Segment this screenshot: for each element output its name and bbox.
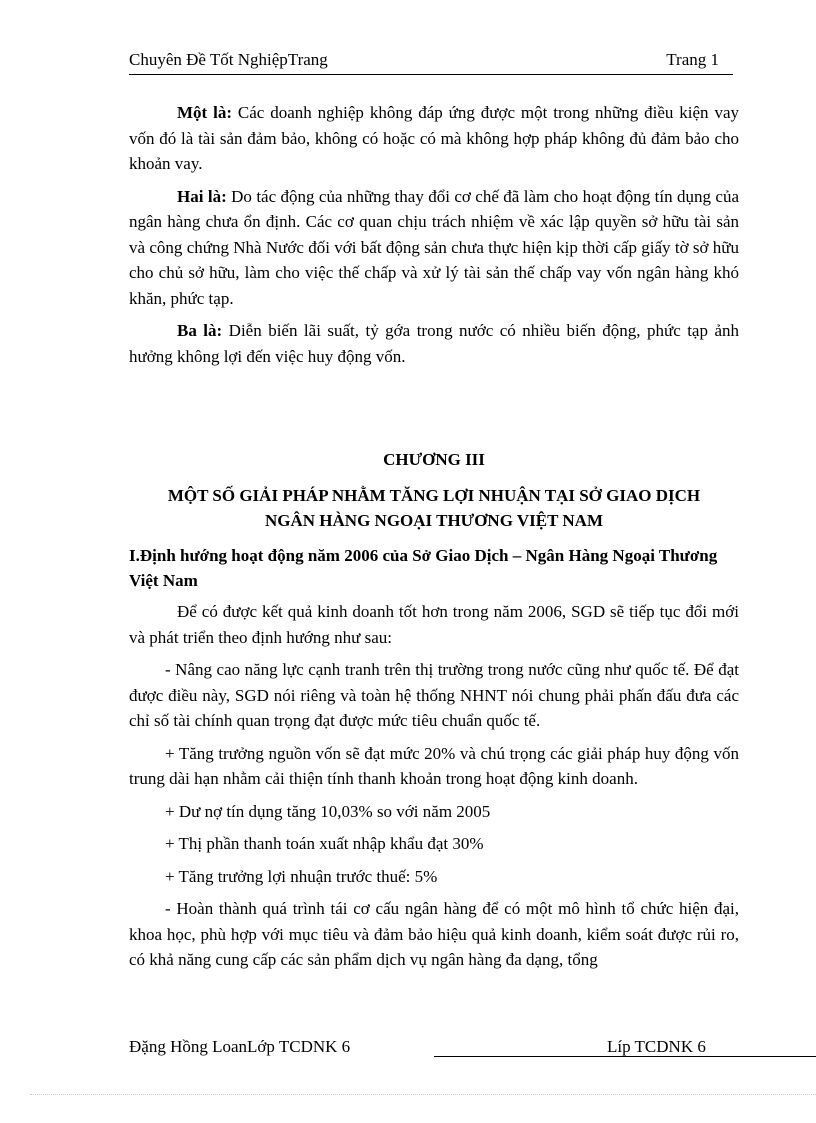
list-subitem: + Thị phần thanh toán xuất nhập khẩu đạt 30% xyxy=(165,834,484,853)
list-subitem: + Dư nợ tín dụng tăng 10,03% so với năm 2005 xyxy=(165,801,491,821)
paragraph-text: Do tác động của những thay đổi cơ chế đã làm cho hoạt động tín dụng của ngân hàng chưa ổn định. Các cơ quan chịu trách nhiệm về xác lập quyền sở hữu tài sản và công chứng Nhà Nước đối với bất động sản chưa thực hiện kịp thời cấp giấy tờ sở hữu cho chủ sở hữu, làm cho việc thế chấp và xử lý tài sản thế chấp vay vốn ngân hàng khó khăn, phức tạp. xyxy=(129,186,739,308)
list-subitem: + Tăng trưởng nguồn vốn sẽ đạt mức 20% và chú trọng các giải pháp huy động vốn trung dài hạn nhằm cải thiện tính thanh khoản trong hoạt động kinh doanh. xyxy=(129,743,739,788)
paragraph-mot-la xyxy=(129,100,739,177)
paragraph-text: Các doanh nghiệp không đáp ứng được một trong những điều kiện vay vốn đó là tài sản đảm bảo, không có hoặc có mà không hợp pháp không đủ đảm bảo cho khoản vay. xyxy=(129,103,740,173)
paragraph-ba-la xyxy=(129,318,739,369)
list-subitem: + Tăng trưởng lợi nhuận trước thuế: 5% xyxy=(165,866,438,886)
section-heading: I.Định hướng hoạt động năm 2006 của Sở Giao Dịch – Ngân Hàng Ngoại Thương Việt Nam xyxy=(129,546,718,590)
footer-author: Đặng Hồng LoanLớp TCDNK 6 xyxy=(129,1037,351,1056)
section-intro: Để có được kết quả kinh doanh tốt hơn trong năm 2006, SGD sẽ tiếp tục đổi mới và phát triển theo định hướng như sau: xyxy=(129,602,739,647)
paragraph-label: Hai là: xyxy=(177,186,227,206)
list-item: - Hoàn thành quá trình tái cơ cấu ngân hàng để có một mô hình tổ chức hiện đại, khoa học, phù hợp với mục tiêu và đảm bảo hiệu quả kinh doanh, kiểm soát được rủi ro, có khả năng cung cấp các sản phẩm dịch vụ ngân hàng đa dạng, tổng xyxy=(129,899,739,969)
paragraph-label: Ba là: xyxy=(177,321,223,340)
header-page-number: Trang 1 xyxy=(666,50,719,69)
header-title: Chuyên Đề Tốt NghiệpTrang xyxy=(129,50,328,69)
paragraph-hai-la xyxy=(129,184,739,312)
page-footer xyxy=(129,1037,816,1061)
chapter-title-line-2: NGÂN HÀNG NGOẠI THƯƠNG VIỆT NAM xyxy=(265,511,603,530)
paragraph-text: Diễn biến lãi suất, tỷ gớa trong nước có nhiều biến động, phức tạp ảnh hưởng không lợi đến việc huy động vốn. xyxy=(129,321,739,366)
page-header xyxy=(129,48,733,75)
chapter-title-line-1: MỘT SỐ GIẢI PHÁP NHẰM TĂNG LỢI NHUẬN TẠI SỞ GIAO DỊCH xyxy=(167,486,701,505)
chapter-number: CHƯƠNG III xyxy=(383,450,485,469)
page-break-line xyxy=(30,1094,816,1095)
chapter-title xyxy=(129,483,739,533)
document-body xyxy=(129,100,739,980)
list-item: - Nâng cao năng lực cạnh tranh trên thị trường trong nước cũng như quốc tế. Để đạt được điều này, SGD nói riêng và toàn hệ thống NHNT nói chung phải phấn đấu đưa các chỉ số tài chính quan trọng đạt được mức tiêu chuẩn quốc tế. xyxy=(129,660,739,730)
paragraph-label: Một là: xyxy=(177,103,232,122)
footer-class: Líp TCDNK 6 xyxy=(607,1037,706,1056)
